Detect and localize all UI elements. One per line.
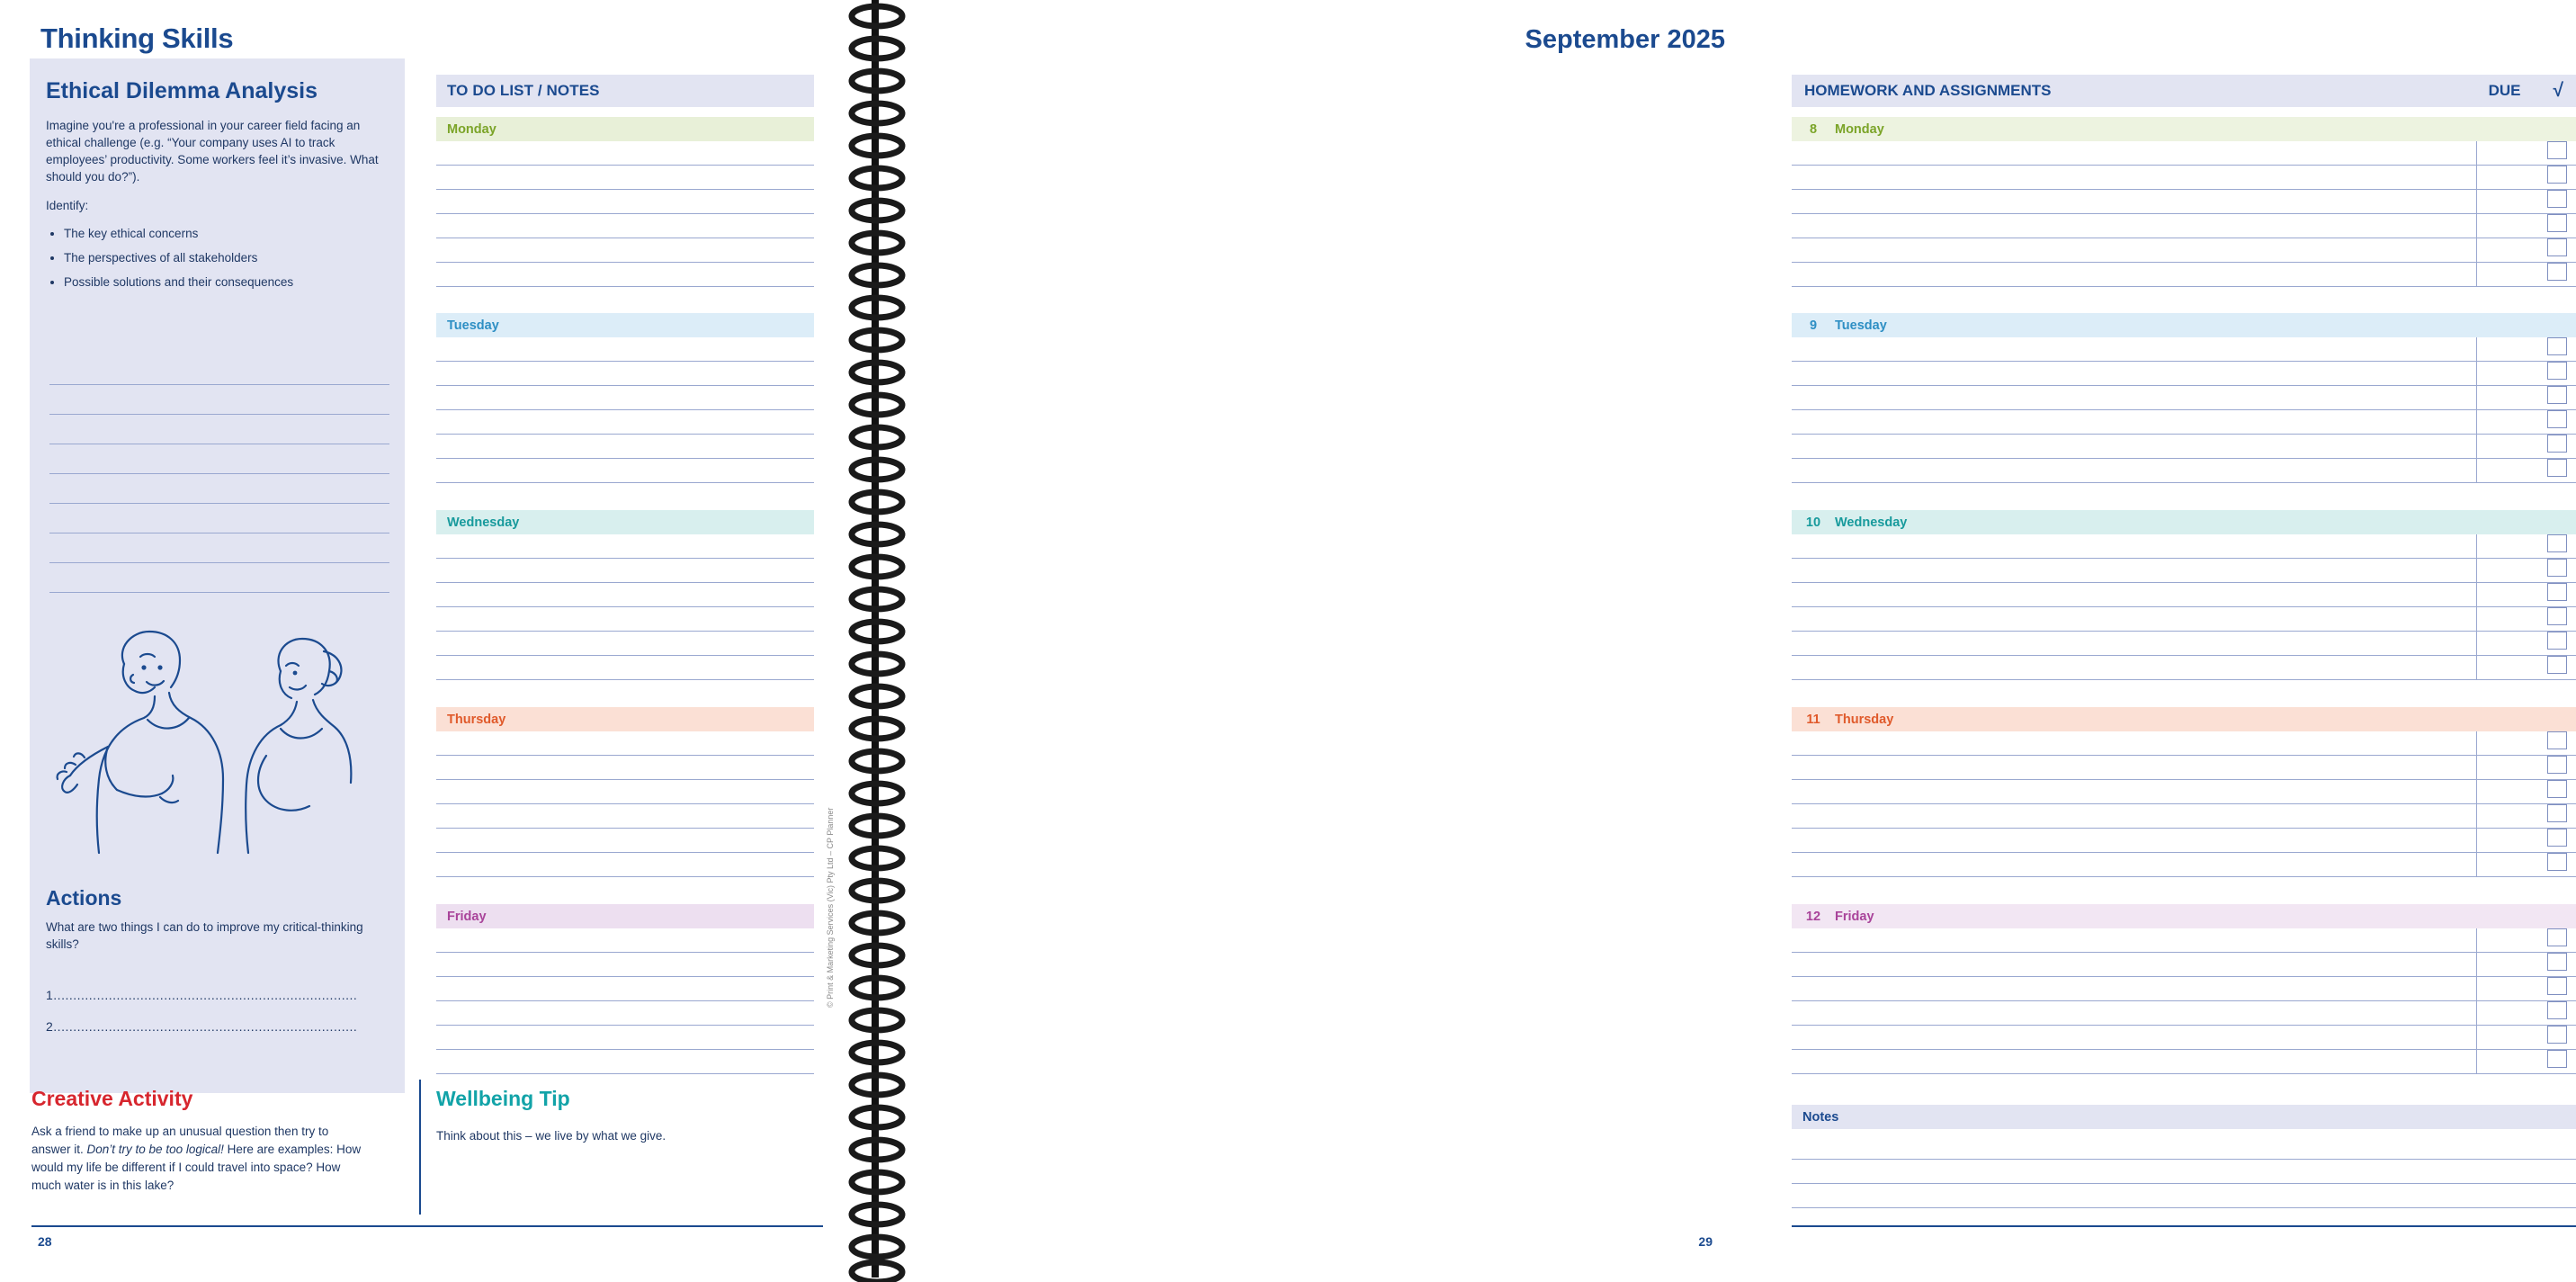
todo-line[interactable] <box>436 829 814 853</box>
todo-line[interactable] <box>436 1050 814 1074</box>
homework-checkbox[interactable] <box>2547 238 2567 256</box>
list-item: • The perspectives of all stakeholders <box>64 249 387 266</box>
write-line[interactable] <box>49 415 389 444</box>
homework-checkbox[interactable] <box>2547 977 2567 995</box>
day-label: Tuesday <box>1835 318 1887 333</box>
todo-line[interactable] <box>436 1001 814 1026</box>
homework-checkbox[interactable] <box>2547 534 2567 552</box>
copyright-text: © Print & Marketing Services (Vic) Pty Ltd – CP Planner <box>826 807 835 1008</box>
todo-line[interactable] <box>436 263 814 287</box>
homework-checkbox[interactable] <box>2547 559 2567 577</box>
day-label: Monday <box>1835 121 1884 137</box>
homework-day-band-wednesday <box>1792 510 2576 534</box>
todo-day-band-thursday: Thursday <box>436 707 814 731</box>
homework-row[interactable] <box>1792 928 2576 953</box>
homework-checkbox[interactable] <box>2547 1001 2567 1019</box>
homework-checkbox[interactable] <box>2547 756 2567 774</box>
wellbeing-divider <box>419 1080 421 1215</box>
actions-answer-line-1[interactable]: 1............................................................................. <box>46 988 358 1002</box>
panel-bullet-list <box>46 225 387 291</box>
creative-activity-heading: Creative Activity <box>31 1087 193 1110</box>
homework-checkbox[interactable] <box>2547 656 2567 674</box>
homework-row[interactable] <box>1792 607 2576 632</box>
write-line[interactable] <box>49 563 389 593</box>
todo-day-band-monday: Monday <box>436 117 814 141</box>
homework-checkbox[interactable] <box>2547 459 2567 477</box>
footer-rule <box>1792 1225 2576 1227</box>
todo-list-header: TO DO LIST / NOTES <box>436 75 814 107</box>
homework-checkbox[interactable] <box>2547 337 2567 355</box>
todo-line[interactable] <box>436 632 814 656</box>
homework-row[interactable] <box>1792 263 2576 287</box>
homework-rows-thursday[interactable] <box>1792 731 2576 877</box>
todo-line[interactable] <box>436 214 814 238</box>
todo-line[interactable] <box>436 583 814 607</box>
todo-line[interactable] <box>436 656 814 680</box>
homework-row[interactable] <box>1792 459 2576 483</box>
homework-row[interactable] <box>1792 804 2576 829</box>
homework-day-band-tuesday <box>1792 313 2576 337</box>
homework-row[interactable] <box>1792 435 2576 459</box>
homework-row[interactable] <box>1792 1026 2576 1050</box>
wellbeing-tip-heading: Wellbeing Tip <box>436 1087 570 1110</box>
todo-day-band-wednesday: Wednesday <box>436 510 814 534</box>
todo-line[interactable] <box>436 141 814 166</box>
todo-line[interactable] <box>436 1026 814 1050</box>
notes-line[interactable] <box>1792 1160 2576 1184</box>
left-page <box>0 0 856 1278</box>
todo-line[interactable] <box>436 756 814 780</box>
homework-checkbox[interactable] <box>2547 780 2567 798</box>
check-column-icon: √ <box>2553 80 2563 101</box>
panel-intro: Imagine you're a professional in your career field facing an ethical challenge (e.g. “Your company uses AI to track employees’ productivity. Some workers feel it’s invasive. What should you do?”). <box>46 119 379 184</box>
date-number: 11 <box>1806 712 1820 727</box>
todo-line[interactable] <box>436 731 814 756</box>
page-number-left: 28 <box>38 1234 52 1249</box>
todo-line[interactable] <box>436 534 814 559</box>
list-item: • Possible solutions and their consequences <box>64 273 387 291</box>
todo-line[interactable] <box>436 190 814 214</box>
homework-checkbox[interactable] <box>2547 410 2567 428</box>
write-line[interactable] <box>49 504 389 533</box>
todo-line[interactable] <box>436 337 814 362</box>
write-line[interactable] <box>49 444 389 474</box>
todo-line[interactable] <box>436 362 814 386</box>
notes-header: Notes <box>1792 1105 2576 1129</box>
homework-row[interactable] <box>1792 214 2576 238</box>
creative-text-2: Here are examples: How would my life be different if I could travel into space? How much water is in this lake? <box>31 1142 362 1192</box>
homework-checkbox[interactable] <box>2547 1026 2567 1044</box>
homework-row[interactable] <box>1792 337 2576 362</box>
notes-line[interactable] <box>1792 1184 2576 1208</box>
homework-checkbox[interactable] <box>2547 853 2567 871</box>
month-title: September 2025 <box>1525 25 1725 54</box>
todo-lines-friday[interactable] <box>436 928 814 1074</box>
identify-label: Identify: <box>46 198 89 212</box>
homework-checkbox[interactable] <box>2547 214 2567 232</box>
homework-checkbox[interactable] <box>2547 632 2567 650</box>
date-number: 9 <box>1809 318 1818 333</box>
homework-row[interactable] <box>1792 756 2576 780</box>
homework-checkbox[interactable] <box>2547 386 2567 404</box>
homework-rows-wednesday[interactable] <box>1792 534 2576 680</box>
day-label: Thursday <box>1835 712 1894 727</box>
homework-day-band-monday <box>1792 117 2576 141</box>
homework-row[interactable] <box>1792 362 2576 386</box>
homework-row[interactable] <box>1792 386 2576 410</box>
footer-rule <box>31 1225 823 1227</box>
date-number: 12 <box>1805 909 1821 924</box>
homework-checkbox[interactable] <box>2547 607 2567 625</box>
todo-line[interactable] <box>436 780 814 804</box>
homework-row[interactable] <box>1792 141 2576 166</box>
day-label: Wednesday <box>1835 515 1908 530</box>
homework-day-band-friday <box>1792 904 2576 928</box>
homework-row[interactable] <box>1792 190 2576 214</box>
write-line[interactable] <box>49 533 389 563</box>
notes-lines[interactable] <box>1792 1135 2576 1208</box>
homework-rows-friday[interactable] <box>1792 928 2576 1074</box>
todo-line[interactable] <box>436 607 814 632</box>
homework-checkbox[interactable] <box>2547 190 2567 208</box>
homework-rows-monday[interactable] <box>1792 141 2576 287</box>
homework-header <box>1792 75 2576 107</box>
todo-line[interactable] <box>436 953 814 977</box>
todo-line[interactable] <box>436 386 814 410</box>
list-item: • The key ethical concerns <box>64 225 387 242</box>
homework-row[interactable] <box>1792 977 2576 1001</box>
homework-row[interactable] <box>1792 731 2576 756</box>
homework-row[interactable] <box>1792 166 2576 190</box>
todo-day-band-tuesday: Tuesday <box>436 313 814 337</box>
write-line[interactable] <box>49 474 389 504</box>
todo-lines-monday[interactable] <box>436 141 814 287</box>
homework-day-band-thursday <box>1792 707 2576 731</box>
creative-activity-body <box>31 1123 369 1195</box>
homework-rows-tuesday[interactable] <box>1792 337 2576 483</box>
homework-row[interactable] <box>1792 632 2576 656</box>
todo-line[interactable] <box>436 435 814 459</box>
date-number: 8 <box>1809 121 1818 137</box>
todo-lines-wednesday[interactable] <box>436 534 814 680</box>
date-number: 10 <box>1805 515 1821 530</box>
homework-row[interactable] <box>1792 829 2576 853</box>
todo-line[interactable] <box>436 459 814 483</box>
two-people-conversation-illustration <box>54 621 351 855</box>
todo-lines-tuesday[interactable] <box>436 337 814 483</box>
homework-row[interactable] <box>1792 780 2576 804</box>
homework-checkbox[interactable] <box>2547 928 2567 946</box>
todo-line[interactable] <box>436 410 814 435</box>
creative-text-italic: Don’t try to be too logical! <box>86 1142 224 1156</box>
day-label: Friday <box>1835 909 1874 924</box>
homework-row[interactable] <box>1792 953 2576 977</box>
homework-checkbox[interactable] <box>2547 953 2567 971</box>
ethical-writing-lines[interactable] <box>49 355 389 593</box>
right-page <box>856 0 2563 1278</box>
todo-line[interactable] <box>436 804 814 829</box>
homework-row[interactable] <box>1792 1001 2576 1026</box>
homework-checkbox[interactable] <box>2547 804 2567 822</box>
write-line[interactable] <box>49 385 389 415</box>
homework-checkbox[interactable] <box>2547 362 2567 380</box>
due-label: DUE <box>2488 82 2521 99</box>
homework-checkbox[interactable] <box>2547 583 2567 601</box>
wellbeing-tip-body: Think about this – we live by what we give. <box>436 1129 666 1143</box>
homework-row[interactable] <box>1792 559 2576 583</box>
homework-header-title: HOMEWORK AND ASSIGNMENTS <box>1804 82 2052 99</box>
homework-checkbox[interactable] <box>2547 829 2567 847</box>
homework-checkbox[interactable] <box>2547 435 2567 453</box>
homework-row[interactable] <box>1792 1050 2576 1074</box>
page-number-right: 29 <box>1698 1234 1713 1249</box>
actions-answer-line-2[interactable]: 2............................................................................. <box>46 1019 358 1034</box>
todo-lines-thursday[interactable] <box>436 731 814 877</box>
todo-line[interactable] <box>436 238 814 263</box>
todo-line[interactable] <box>436 559 814 583</box>
homework-row[interactable] <box>1792 656 2576 680</box>
homework-row[interactable] <box>1792 534 2576 559</box>
todo-day-band-friday: Friday <box>436 904 814 928</box>
todo-line[interactable] <box>436 853 814 877</box>
notes-line[interactable] <box>1792 1135 2576 1160</box>
homework-row[interactable] <box>1792 583 2576 607</box>
write-line[interactable] <box>49 355 389 385</box>
panel-heading: Ethical Dilemma Analysis <box>46 78 318 103</box>
creative-text-1: Ask a friend to make up an unusual question then try to answer it. <box>31 1125 329 1156</box>
actions-question: What are two things I can do to improve my critical-thinking skills? <box>46 920 363 951</box>
homework-checkbox[interactable] <box>2547 166 2567 184</box>
actions-heading: Actions <box>46 886 122 910</box>
homework-checkbox[interactable] <box>2547 263 2567 281</box>
homework-checkbox[interactable] <box>2547 1050 2567 1068</box>
homework-checkbox[interactable] <box>2547 141 2567 159</box>
todo-line[interactable] <box>436 977 814 1001</box>
homework-checkbox[interactable] <box>2547 731 2567 749</box>
homework-row[interactable] <box>1792 853 2576 877</box>
todo-line[interactable] <box>436 166 814 190</box>
homework-row[interactable] <box>1792 238 2576 263</box>
page-title: Thinking Skills <box>40 22 234 54</box>
todo-line[interactable] <box>436 928 814 953</box>
homework-row[interactable] <box>1792 410 2576 435</box>
